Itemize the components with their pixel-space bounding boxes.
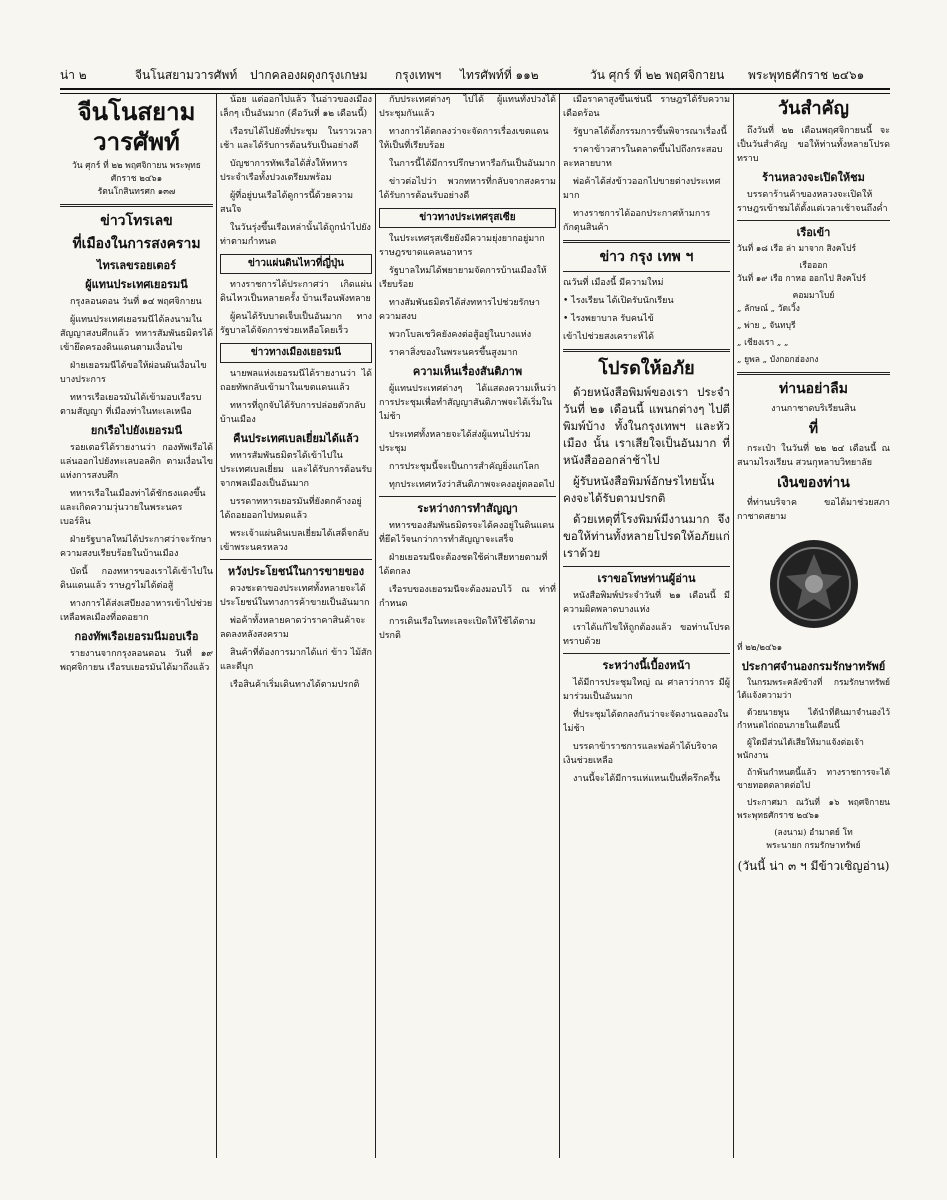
paragraph: การเดินเรือในทะเลจะเปิดให้ใช้ได้ตามปรกติ bbox=[379, 617, 536, 641]
section-heading: ข่าวแผ่นดินไหวที่ญี่ปุ่น bbox=[220, 254, 372, 274]
paragraph: สินค้าที่ต้องการมากได้แก่ ข้าว ไม้สัก และดีบุก bbox=[220, 648, 372, 672]
running-head bbox=[60, 66, 890, 84]
page-number: น่า ๒ bbox=[60, 68, 87, 82]
list-item: เข้าไปช่วยสงเคราะห์ได้ bbox=[563, 332, 654, 342]
column-divider bbox=[375, 93, 376, 1158]
city: กรุงเทพฯ bbox=[395, 68, 442, 82]
divider bbox=[737, 372, 890, 375]
publisher: ปากคลองผดุงกรุงเกษม bbox=[250, 68, 368, 82]
headline: ที่เมืองในการสงคราม bbox=[72, 236, 201, 252]
divider bbox=[563, 653, 730, 654]
section-heading: วันสำคัญ bbox=[778, 98, 849, 119]
notice-heading: ประกาศจำนองกรมรักษาทรัพย์ bbox=[741, 660, 886, 673]
paragraph: ทหารเรือในเมืองท่าได้ชักธงแดงขึ้น และเกิดความวุ่นวายในพระนครเบอร์ลิน bbox=[60, 489, 206, 527]
paragraph: พระเจ้าแผ่นดินเบลเยี่ยมได้เสด็จกลับเข้าพระนครหลวง bbox=[220, 529, 369, 553]
paragraph: ถึงวันที่ ๒๒ เดือนพฤศจิกายนนี้ จะเป็นวันสำคัญ ขอให้ท่านทั้งหลายโปรดทราบ bbox=[737, 126, 890, 164]
column-1 bbox=[60, 93, 213, 1158]
paragraph: กระเป๋า ในวันที่ ๒๒ ๒๔ เดือนนี้ ณ สนามไรงเรียน สวนกุหลาบวิทยาลัย bbox=[737, 444, 890, 468]
paragraph: ข่าวต่อไปว่า พวกทหารที่กลับจากสงครามได้รับการต้อนรับอย่างดี bbox=[379, 177, 556, 201]
paragraph: รอยเตอร์ได้รายงานว่า กองทัพเรือได้แล่นออกไปยังทะเลบอลติก ตามเงื่อนไขแห่งการสงบศึก bbox=[60, 443, 213, 481]
column-divider bbox=[559, 93, 560, 1158]
column-5 bbox=[737, 93, 890, 1158]
issue-year: พระพุทธศักราช ๒๔๖๑ bbox=[748, 68, 865, 82]
list-item: „ เชียงเรา „ „ bbox=[737, 338, 789, 348]
paragraph: ดวงชะตาของประเทศทั้งหลายจะได้ประโยชน์ในทางการค้าขายเป็นอันมาก bbox=[220, 584, 370, 608]
paragraph: ฝ่ายเยอรมนีจะต้องชดใช้ค่าเสียหายตามที่ได้ตกลง bbox=[379, 553, 548, 577]
paragraph: พ่อค้าได้ส่งข้าวออกไปขายต่างประเทศมาก bbox=[563, 177, 721, 201]
paragraph: ได้มีการประชุมใหญ่ ณ ศาลาว่าการ มีผู้มาร่วมเป็นอันมาก bbox=[563, 678, 730, 702]
divider bbox=[563, 271, 730, 272]
paragraph: ด้วยนายพูน ได้นำที่ดินมาจำนองไว้ กำหนดไถ่ถอนภายในเดือนนี้ bbox=[737, 708, 890, 731]
section-heading: ข่าวทางเมืองเยอรมนี bbox=[220, 343, 372, 363]
paragraph: ฝ่ายเยอรมนีได้ขอให้ผ่อนผันเงื่อนไขบางประการ bbox=[60, 361, 207, 385]
subheadline: กองทัพเรือเยอรมนีมอบเรือ bbox=[74, 630, 199, 643]
divider bbox=[220, 559, 372, 560]
list-item: „ ยูพล „ บังกอกฮ่องกง bbox=[737, 355, 819, 365]
paragraph: เมื่อราคาสูงขึ้นเช่นนี้ ราษฎรได้รับความเดือดร้อน bbox=[563, 95, 730, 119]
paragraph: รัฐบาลได้ตั้งกรรมการขึ้นพิจารณาเรื่องนี้ bbox=[573, 127, 727, 137]
paragraph: ราคาสิ่งของในพระนครขึ้นสูงมาก bbox=[389, 348, 518, 358]
list-item: „ ลักษณ์ „ วัดเวิ้ง bbox=[737, 304, 800, 314]
list-item: „ พ่าย „ จันทบุรี bbox=[737, 321, 796, 331]
subheadline: เรือเข้า bbox=[796, 226, 831, 239]
paragraph: ผู้คนได้รับบาดเจ็บเป็นอันมาก ทางรัฐบาลได้จัดการช่วยเหลือโดยเร็ว bbox=[220, 312, 372, 336]
paragraph: ทุกประเทศหวังว่าสันติภาพจะคงอยู่ตลอดไป bbox=[389, 480, 555, 490]
paragraph: ทางสัมพันธมิตรได้ส่งทหารไปช่วยรักษาความสงบ bbox=[379, 298, 540, 322]
list-heading: คอมมาโบย์ bbox=[792, 291, 835, 301]
paragraph: ผู้แทนประเทศต่างๆ ได้แสดงความเห็นว่า การประชุมเพื่อทำสัญญาสันติภาพจะได้เริ่มในไม่ช้า bbox=[379, 384, 556, 422]
column-divider bbox=[733, 93, 734, 1158]
paragraph: เราได้แก้ไขให้ถูกต้องแล้ว ขอท่านโปรดทราบด้วย bbox=[563, 623, 730, 647]
paragraph: พ่อค้าทั้งหลายคาดว่าราคาสินค้าจะลดลงหลังสงคราม bbox=[220, 616, 366, 640]
paper-name: จีนโนสยามวารศัพท์ bbox=[135, 68, 238, 82]
paragraph: ทหารเรือเยอรมันได้เข้ามอบเรือรบตามสัญญา ที่เมืองท่าในทะเลเหนือ bbox=[60, 393, 202, 417]
paragraph: หนังสือพิมพ์ประจำวันที่ ๒๑ เดือนนี้ มีความผิดพลาดบางแห่ง bbox=[563, 591, 730, 615]
divider bbox=[563, 566, 730, 567]
paragraph: ทหารที่ถูกจับได้รับการปล่อยตัวกลับบ้านเมือง bbox=[220, 401, 366, 425]
paragraph: ถ้าพ้นกำหนดนี้แล้ว ทางราชการจะได้ขายทอดตลาดต่อไป bbox=[737, 768, 890, 791]
column-divider bbox=[216, 93, 217, 1158]
paragraph: กับประเทศต่างๆ ไปได้ ผู้แทนทั้งปวงได้ประชุมกันแล้ว bbox=[379, 95, 556, 119]
subheadline: ความเห็นเรื่องสันติภาพ bbox=[412, 365, 523, 378]
paragraph: ในการนี้ได้มีการปรึกษาหารือกันเป็นอันมาก bbox=[389, 159, 556, 169]
paragraph: บรรดาข้าราชการและพ่อค้าได้บริจาคเงินช่วยเหลือ bbox=[563, 742, 718, 766]
headline: ข่าวโทรเลข bbox=[100, 213, 173, 229]
paragraph: ด้วยเหตุที่โรงพิมพ์มีงานมาก จึงขอให้ท่านทั้งหลายโปรดให้อภัยแก่เราด้วย bbox=[563, 512, 730, 560]
section-heading: ท่านอย่าลืม bbox=[779, 381, 848, 397]
paragraph: รัฐบาลใหม่ได้พยายามจัดการบ้านเมืองให้เรียบร้อย bbox=[379, 266, 547, 290]
list-item: ณวันที่ เมืองนี้ มีความใหม่ bbox=[563, 278, 664, 288]
masthead: จีนโนสยามวารศัพท์ bbox=[77, 97, 196, 156]
paragraph: ที่ประชุมได้ตกลงกันว่าจะจัดงานฉลองในไม่ช้า bbox=[563, 710, 729, 734]
list-item: • ไรงพยาบาล รับคนไข้ bbox=[563, 314, 654, 324]
paragraph: นายพลแห่งเยอรมนีได้รายงานว่า ได้ถอยทัพกลับเข้ามาในเขตแดนแล้ว bbox=[220, 369, 372, 393]
divider bbox=[563, 349, 730, 352]
paragraph: ในวันรุ่งขึ้นเรือเหล่านั้นได้ถูกนำไปยังท่าตามกำหนด bbox=[220, 223, 371, 247]
paragraph: เรือรบของเยอรมนีจะต้องมอบไว้ ณ ท่าที่กำหนด bbox=[379, 585, 556, 609]
royal-seal-icon bbox=[764, 534, 864, 634]
paragraph: บัญชาการทัพเรือได้สั่งให้ทหารประจำเรือทั้งปวงเตรียมพร้อม bbox=[220, 159, 348, 183]
paragraph: บัดนี้ กองทหารของเราได้เข้าไปในดินแดนแล้ว ราษฎรไม่ได้ต่อสู้ bbox=[60, 567, 213, 591]
section-heading: ข่าวทางประเทศรุสเซีย bbox=[379, 208, 556, 228]
column-2 bbox=[220, 93, 372, 1158]
masthead-info-1: วัน ศุกร์ ที่ ๒๒ พฤศจิกายน พระพุทธศักราช ๒๔๖๑ bbox=[72, 161, 201, 184]
paragraph: รายงานจากกรุงลอนดอน วันที่ ๑๙ พฤศจิกายน เรือรบเยอรมันได้มาถึงแล้ว bbox=[60, 649, 213, 673]
subheadline: คืนประเทศเบลเยี่ยมได้แล้ว bbox=[233, 432, 359, 445]
paragraph: ฝ่ายรัฐบาลใหม่ได้ประกาศว่าจะรักษาความสงบเรียบร้อยในบ้านเมือง bbox=[60, 535, 212, 559]
list-item: วันที่ ๑๙ เรือ กาหอ ออกไป สิงคโปร์ bbox=[737, 274, 867, 284]
divider bbox=[379, 496, 556, 497]
paragraph: บรรดาร้านค้าของหลวงจะเปิดให้ราษฎรเข้าชมได้ตั้งแต่เวลาเช้าจนถึงค่ำ bbox=[737, 190, 888, 214]
subheadline: ยกเรือไปยังเยอรมนี bbox=[90, 424, 183, 437]
paragraph: งานนี้จะได้มีการแห่แหนเป็นที่ครึกครื้น bbox=[573, 774, 721, 784]
subheadline: ร้านหลวงจะเปิดให้ชม bbox=[762, 171, 865, 184]
paragraph: ทางราชการได้ประกาศว่า เกิดแผ่นดินไหวเป็นหลายครั้ง บ้านเรือนพังทลาย bbox=[220, 280, 372, 304]
closing-note: (วันนี้ น่า ๓ ฯ มีข้าวเซิญอ่าน) bbox=[737, 859, 890, 873]
paragraph: ผู้ที่อยู่บนเรือได้ดูการนี้ด้วยความสนใจ bbox=[220, 191, 354, 215]
paragraph: ประเทศทั้งหลายจะได้ส่งผู้แทนไปร่วมประชุม bbox=[379, 430, 531, 454]
subheadline: เราขอโทษท่านผู้อ่าน bbox=[597, 572, 696, 585]
paragraph: ในประเทศรุสเซียยังมีความยุ่งยากอยู่มาก ราษฎรขาดแคลนอาหาร bbox=[379, 234, 545, 258]
divider bbox=[60, 204, 213, 207]
paragraph: ทางราชการได้ออกประกาศห้ามการกักตุนสินค้า bbox=[563, 209, 711, 233]
paragraph: กรุงลอนดอน วันที่ ๑๔ พฤศจิกายน bbox=[70, 297, 202, 307]
paragraph: บรรดาทหารเยอรมันที่ยังตกค้างอยู่ได้ถอยออกไปหมดแล้ว bbox=[220, 497, 362, 521]
notice-date: ประกาศมา ณวันที่ ๑๖ พฤศจิกายน พระพุทธศักราช ๒๔๖๑ bbox=[737, 798, 890, 821]
section-heading: เงินของท่าน bbox=[777, 475, 850, 491]
list-item: วันที่ ๑๘ เรือ ล่า มาจาก สิงคโปร์ bbox=[737, 244, 857, 254]
paragraph: ด้วยหนังสือพิมพ์ของเรา ประจำวันที่ ๒๑ เดือนนี้ แพนกต่างๆ ไปตีพิมพ์บ้าง ทั้งในกรุงเทพฯ และหัวเมือง นั้น เราเสียใจเป็นอันมาก ที่หนังสือออกล่าช้าไป bbox=[563, 385, 730, 467]
issue-date: วัน ศุกร์ ที่ ๒๒ พฤศจิกายน bbox=[590, 68, 725, 82]
paragraph: ที่ท่านบริจาค ขอได้มาช่วยสภากาชาดสยาม bbox=[737, 498, 890, 522]
paragraph: ทหารของสัมพันธมิตรจะได้คงอยู่ในดินแดนที่ยึดไว้จนกว่าการทำสัญญาจะเสร็จ bbox=[379, 521, 555, 545]
paragraph: ผู้แทนประเทศเยอรมนีได้ลงนามในสัญญาสงบศึกแล้ว ทหารสัมพันธมิตรได้เข้ายึดครองดินแดนตามเงื่อนไข bbox=[60, 315, 213, 353]
subheadline: ระหว่างการทำสัญญา bbox=[417, 502, 518, 515]
paragraph: ผู้ใดมีส่วนได้เสียให้มาแจ้งต่อเจ้าพนักงาน bbox=[737, 738, 864, 761]
news-agency: ไทรเลขรอยเตอร์ bbox=[96, 259, 177, 272]
paragraph: ทางการได้ตกลงว่าจะจัดการเรื่องเขตแดนให้เป็นที่เรียบร้อย bbox=[379, 127, 549, 151]
paragraph: พวกโบลเชวิคยังคงต่อสู้อยู่ในบางแห่ง bbox=[389, 330, 532, 340]
divider bbox=[737, 220, 890, 221]
phone: ไทรศัพท์ที่ ๑๑๒ bbox=[460, 68, 539, 82]
paragraph: ในกรมพระคลังข้างที่ กรมรักษาทรัพย์ ได้แจ้งความว่า bbox=[737, 678, 890, 701]
subheadline: ผู้แทนประเทศเยอรมนี bbox=[85, 278, 188, 291]
subheadline: ที่ bbox=[808, 421, 819, 437]
paragraph: น้อย แต่ออกไปแล้ว ในอ่าวของเมืองเล็กๆ เป็นอันมาก (คือวันที่ ๑๒ เดือนนี้) bbox=[220, 95, 372, 119]
list-item: • ไรงเรียน ได้เปิดรับนักเรียน bbox=[563, 296, 674, 306]
masthead-info-2: รัตนโกสินทรศก ๑๓๗ bbox=[97, 187, 176, 197]
subheadline: งานกาชาดบริเรียนสิน bbox=[771, 404, 856, 414]
seal-caption: ที่ ๒๒/๒๔๖๑ bbox=[737, 643, 783, 653]
notice-signature-title: พระนายก กรมรักษาทรัพย์ bbox=[766, 841, 861, 851]
paragraph: การประชุมนี้จะเป็นการสำคัญยิ่งแก่โลก bbox=[389, 462, 540, 472]
column-4 bbox=[563, 93, 730, 1158]
notice-signature: (ลงนาม) อำมาตย์ โท bbox=[774, 828, 853, 838]
list-heading: เรือออก bbox=[799, 261, 828, 271]
section-heading: โปรดให้อภัย bbox=[598, 358, 695, 379]
paragraph: ทางการได้ส่งเสบียงอาหารเข้าไปช่วยเหลือพลเมืองที่อดอยาก bbox=[60, 599, 213, 623]
paragraph: ทหารสัมพันธมิตรได้เข้าไปในประเทศเบลเยี่ยม และได้รับการต้อนรับจากพลเมืองเป็นอันมาก bbox=[220, 451, 372, 489]
paragraph: เรือสินค้าเริ่มเดินทางได้ตามปรกติ bbox=[230, 680, 360, 690]
subheadline: หวังประโยชน์ในการขายของ bbox=[227, 565, 365, 578]
paragraph: ราคาข้าวสารในตลาดขึ้นไปถึงกระสอบละหลายบาท bbox=[563, 145, 723, 169]
column-3 bbox=[379, 93, 556, 1158]
section-heading: ข่าว กรุง เทพ ฯ bbox=[599, 249, 694, 265]
subheadline: ระหว่างนี้เบื้องหน้า bbox=[602, 659, 691, 672]
paragraph: เรือรบได้ไปยังที่ประชุม ในราวเวลาเช้า และได้รับการต้อนรับเป็นอย่างดี bbox=[220, 127, 372, 151]
paragraph: ผู้รับหนังสือพิมพ์อักษรไทยนั้นคงจะได้รับตามปรกติ bbox=[563, 474, 715, 505]
divider bbox=[563, 240, 730, 243]
